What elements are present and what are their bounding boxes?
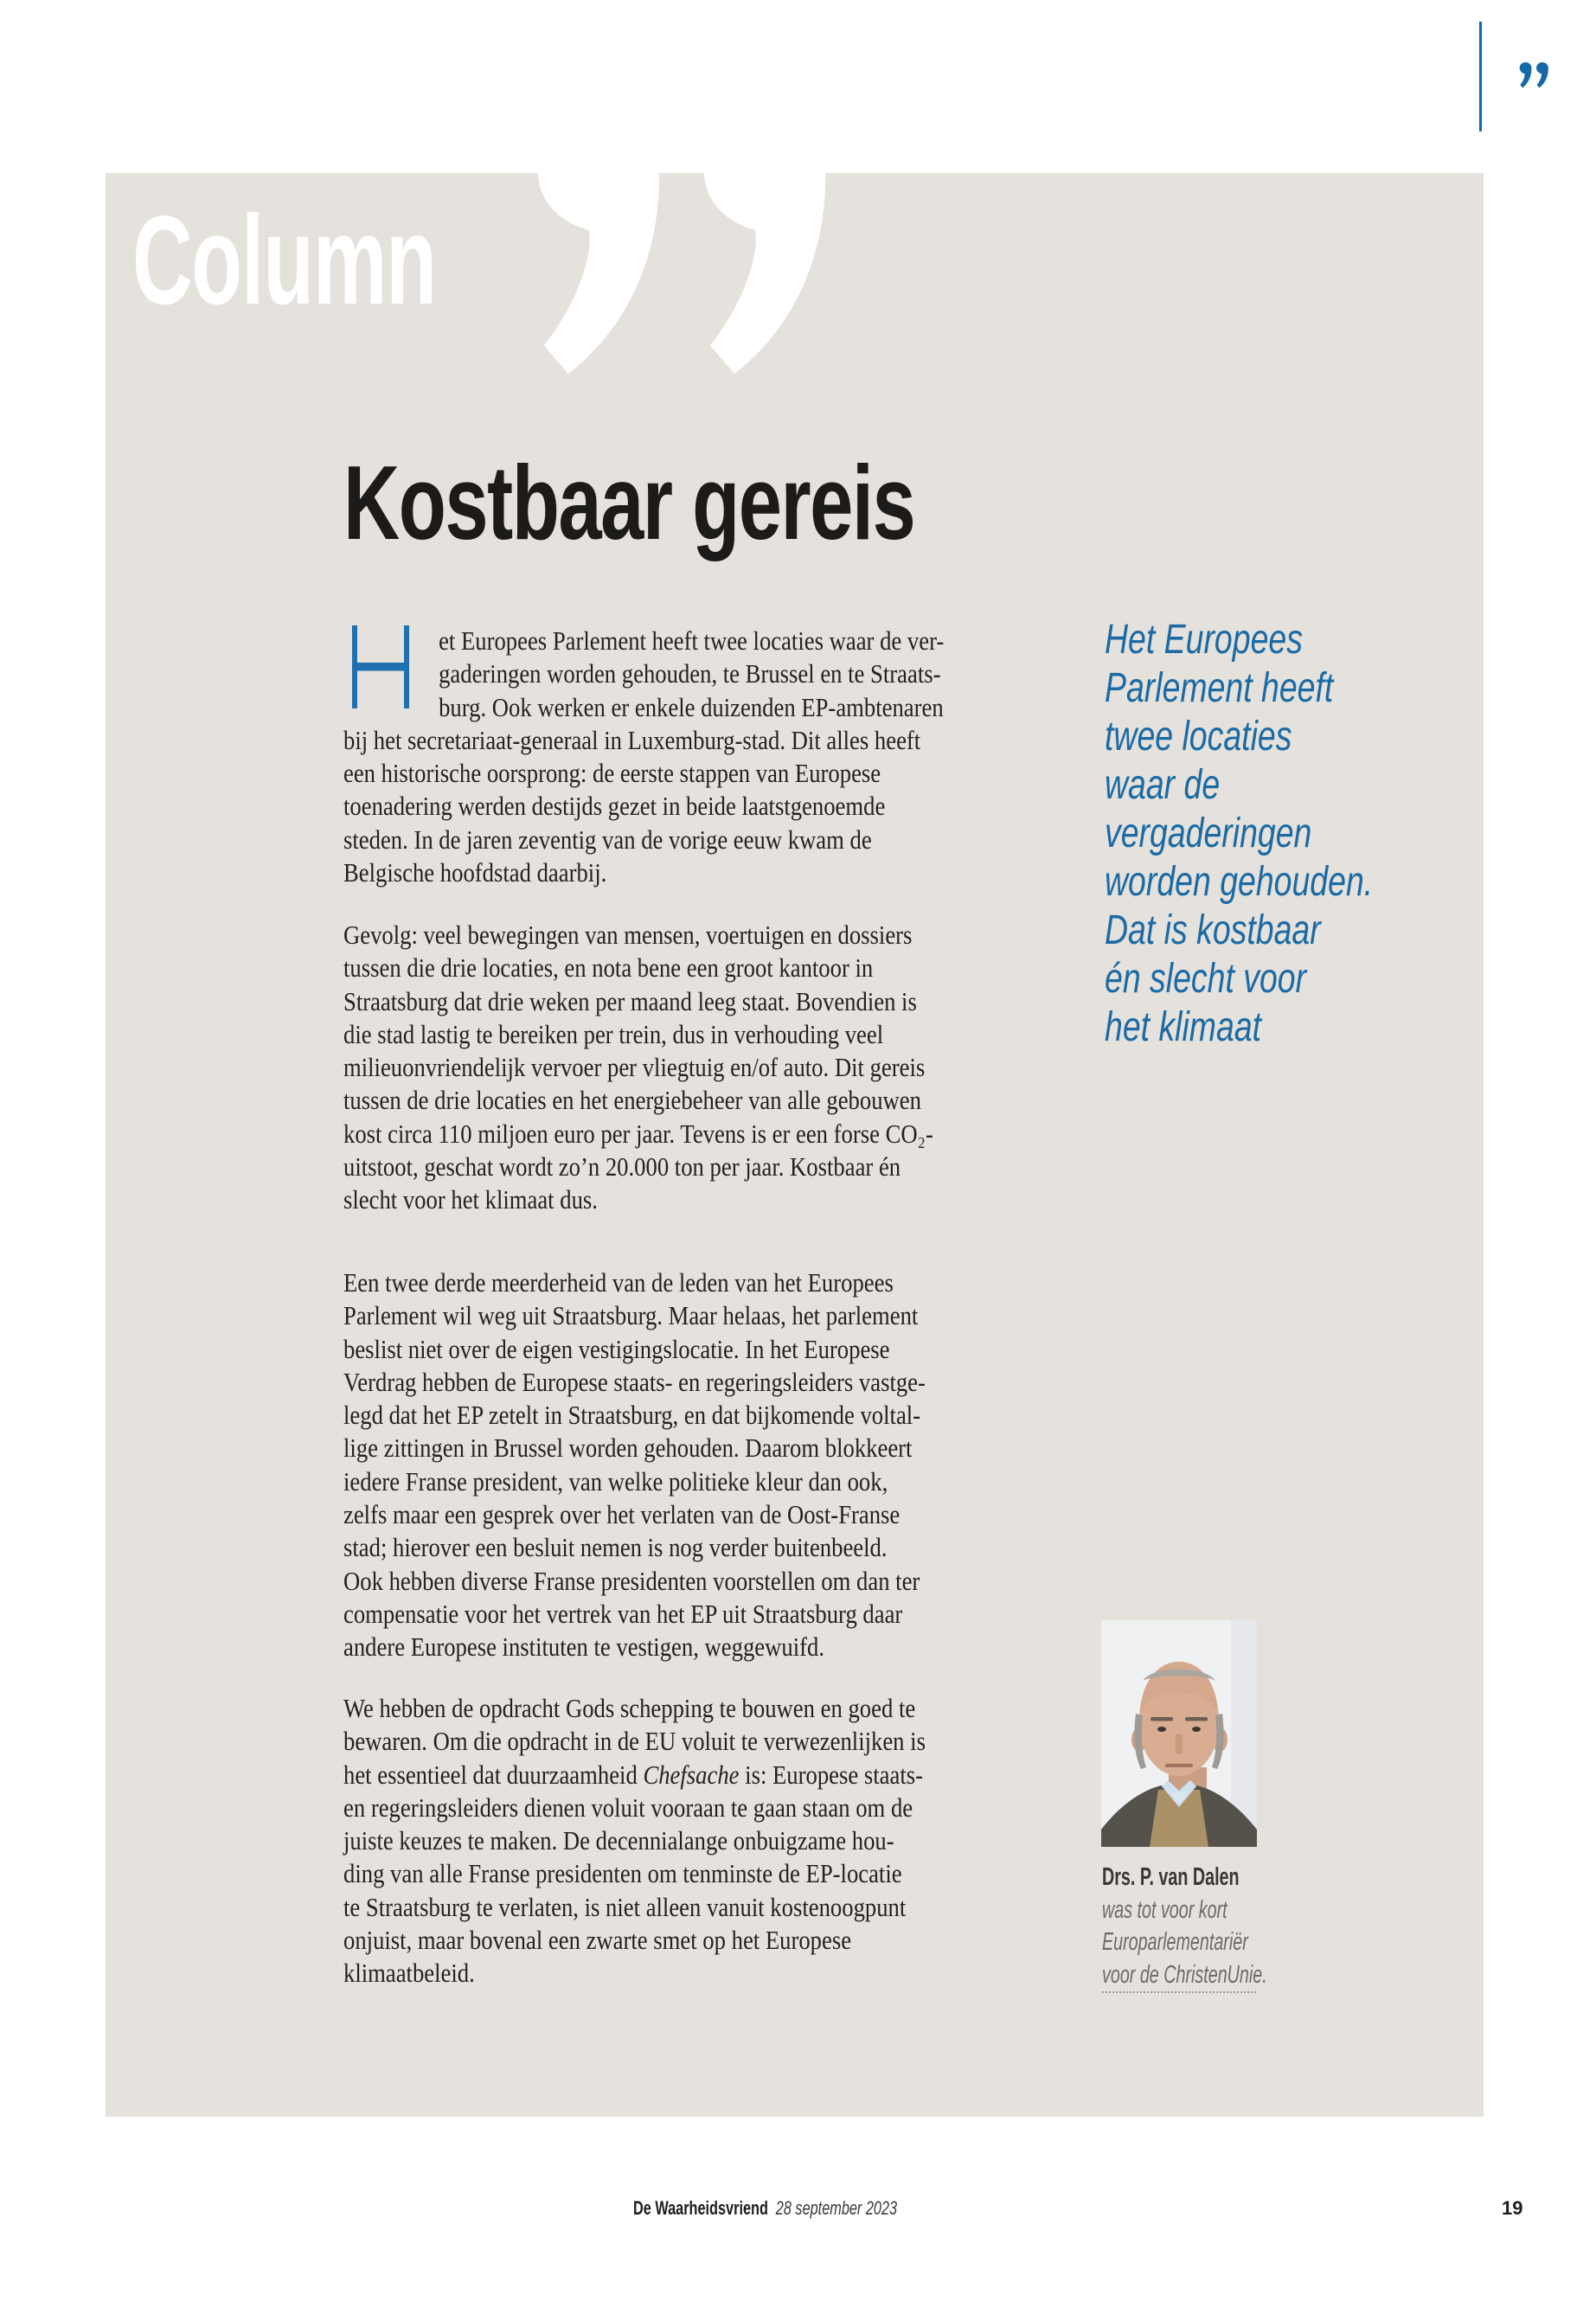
body-paragraph	[343, 1266, 926, 1664]
body-paragraph	[343, 1692, 926, 1990]
body-line: toenadering werden destijds gezet in beide laatstgenoemde	[343, 791, 886, 822]
body-line: Verdrag hebben de Europese staats- en regeringsleiders vastge-	[343, 1366, 926, 1397]
author-caption	[1102, 1862, 1267, 1991]
large-quotation-mark-graphic	[534, 173, 1113, 378]
author-bio-line: was tot voor kort	[1102, 1895, 1227, 1924]
body-line: bij het secretariaat-generaal in Luxemburg-stad. Dit alles heeft	[343, 724, 921, 755]
italic-term: Chefsache	[643, 1759, 740, 1790]
column-panel	[106, 173, 1484, 2117]
accent-vertical-rule	[1479, 22, 1482, 131]
author-bio-line: voor de ChristenUnie.	[1102, 1960, 1267, 1989]
caption-divider	[1102, 1991, 1256, 1993]
issue-date: 28 september 2023	[775, 2197, 898, 2219]
body-line: klimaatbeleid.	[343, 1958, 475, 1989]
body-line: zelfs maar een gesprek over het verlaten van de Oost-Franse	[343, 1499, 901, 1530]
body-line: We hebben de opdracht Gods schepping te bouwen en goed te	[343, 1693, 916, 1723]
body-line: lige zittingen in Brussel worden gehouden. Daarom blokkeert	[343, 1433, 913, 1464]
pull-quote-line: Parlement heeft	[1105, 665, 1334, 711]
magazine-name: De Waarheidsvriend	[633, 2197, 768, 2219]
body-line: milieuonvriendelijk vervoer per vliegtuig en/of auto. Dit gereis	[343, 1052, 926, 1083]
body-line: uitstoot, geschat wordt zo’n 20.000 ton per jaar. Kostbaar én	[343, 1151, 901, 1183]
body-line: bewaren. Om die opdracht in de EU voluit te verwezenlijken is	[343, 1726, 926, 1757]
column-label: Column	[132, 189, 436, 330]
body-line: Gevolg: veel bewegingen van mensen, voertuigen en dossiers	[343, 920, 913, 950]
pull-quote-line: vergaderingen	[1105, 811, 1312, 856]
body-line: kost circa 110 miljoen euro per jaar. Tevens is er een forse CO₂-	[343, 1118, 933, 1149]
pull-quote-line: worden gehouden.	[1105, 859, 1374, 905]
body-line: Parlement wil weg uit Straatsburg. Maar helaas, het parlement	[343, 1300, 919, 1331]
body-line: compensatie voor het vertrek van het EP uit Straatsburg daar	[343, 1598, 903, 1629]
body-line: et Europees Parlement heeft twee locaties waar de ver-	[439, 625, 945, 656]
body-line: en regeringsleiders dienen voluit vooraan te gaan staan om de	[343, 1791, 913, 1823]
pull-quote	[1105, 616, 1373, 1052]
author-name: Drs. P. van Dalen	[1102, 1863, 1240, 1891]
body-paragraph	[343, 625, 944, 889]
body-line: beslist niet over de eigen vestigingslocatie. In het Europese	[343, 1333, 890, 1364]
body-line-segment: is: Europese staats-	[739, 1759, 923, 1790]
body-line: tussen die drie locaties, en nota bene een groot kantoor in	[343, 952, 874, 984]
pull-quote-line: het klimaat	[1105, 1004, 1262, 1050]
body-line: gaderingen worden gehouden, te Brussel en te Straats-	[439, 658, 941, 689]
body-line: slecht voor het klimaat dus.	[343, 1184, 598, 1215]
body-line: te Straatsburg te verlaten, is niet alleen vanuit kostenoogpunt	[343, 1891, 907, 1922]
author-bio-line: Europarlementariër	[1102, 1928, 1248, 1956]
author-photo	[1101, 1620, 1257, 1847]
body-line: tussen de drie locaties en het energiebeheer van alle gebouwen	[343, 1085, 921, 1116]
article-title: Kostbaar gereis	[343, 444, 915, 561]
page-footer	[633, 2198, 897, 2219]
body-line: stad; hierover een besluit nemen is nog verder buitenbeeld.	[343, 1532, 888, 1563]
body-line	[343, 1759, 926, 1791]
body-line: legd dat het EP zetelt in Straatsburg, en dat bijkomende voltal-	[343, 1400, 921, 1431]
body-line: ding van alle Franse presidenten om tenminste de EP-locatie	[343, 1858, 902, 1889]
body-line: Ook hebben diverse Franse presidenten voorstellen om dan ter	[343, 1565, 920, 1596]
body-line: een historische oorsprong: de eerste stappen van Europese	[343, 758, 881, 789]
body-line: onjuist, maar bovenal een zwarte smet op het Europese	[343, 1925, 852, 1956]
body-line: Belgische hoofdstad daarbij.	[343, 857, 607, 888]
body-line: burg. Ook werken er enkele duizenden EP-ambtenaren	[439, 691, 944, 722]
body-line: juiste keuzes te maken. De decennialange onbuigzame hou-	[343, 1825, 894, 1856]
quotation-mark-icon	[1519, 62, 1549, 88]
body-paragraph	[343, 919, 933, 1217]
pull-quote-line: twee locaties	[1105, 714, 1292, 760]
body-line: steden. In de jaren zeventig van de vorige eeuw kwam de	[343, 824, 872, 855]
body-line: Een twee derde meerderheid van de leden van het Europees	[343, 1267, 894, 1298]
pull-quote-line: Het Europees	[1105, 617, 1303, 663]
body-line: andere Europese instituten te vestigen, weggewuifd.	[343, 1631, 824, 1663]
page-number: 19	[1502, 2197, 1523, 2219]
body-line: iedere Franse president, van welke politieke kleur dan ook,	[343, 1465, 888, 1497]
pull-quote-line: én slecht voor	[1105, 956, 1307, 1002]
pull-quote-line: Dat is kostbaar	[1105, 907, 1321, 953]
body-line-segment: het essentieel dat duurzaamheid	[343, 1759, 644, 1790]
pull-quote-line: waar de	[1105, 762, 1221, 808]
body-line: die stad lastig te bereiken per trein, dus in verhouding veel	[343, 1018, 884, 1049]
body-line: Straatsburg dat drie weken per maand leeg staat. Bovendien is	[343, 985, 917, 1016]
